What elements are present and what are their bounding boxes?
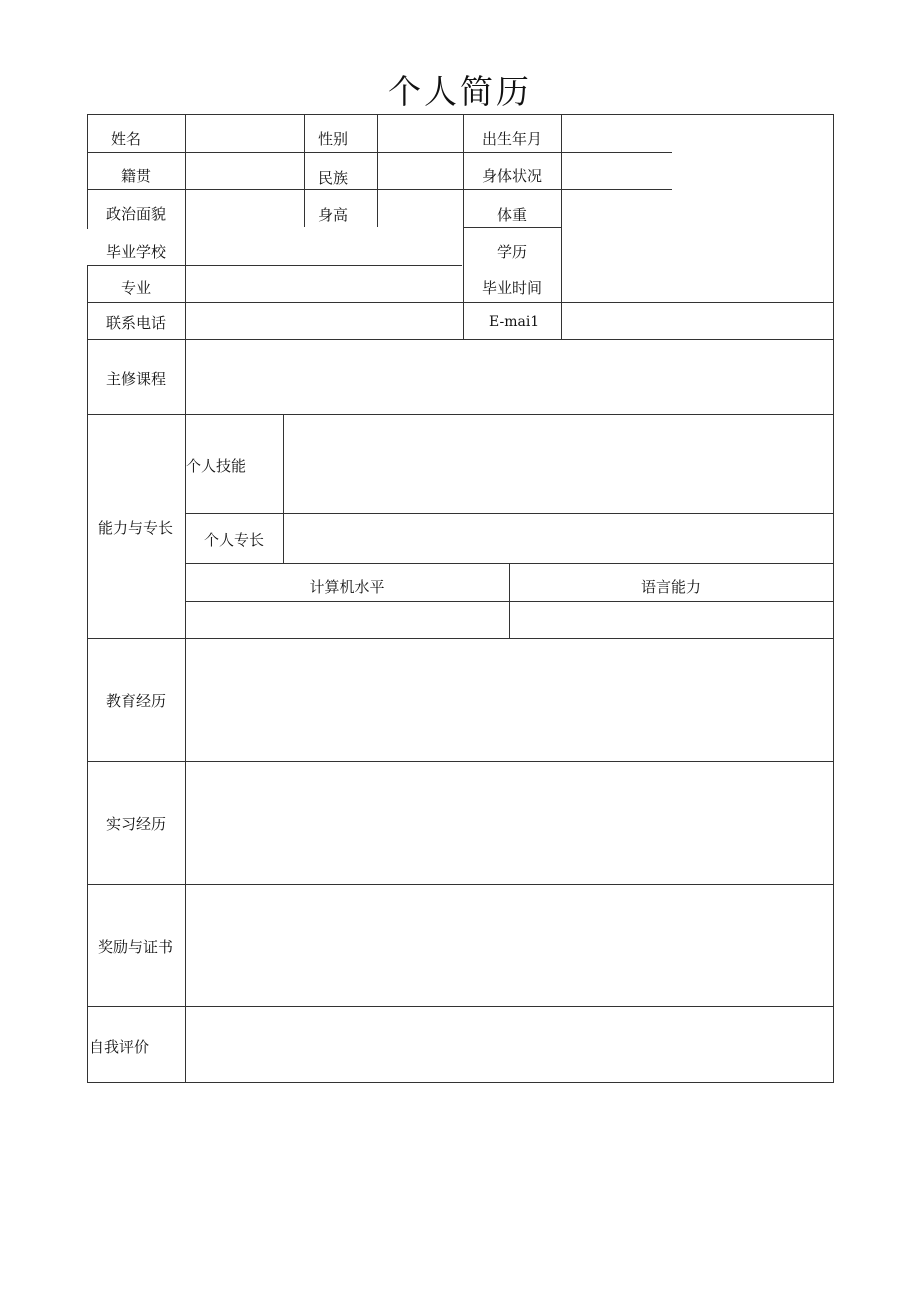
- table-border-left: [87, 114, 88, 229]
- self-eval-field[interactable]: [186, 1007, 833, 1082]
- birth-label: 出生年月: [482, 130, 543, 148]
- health-label: 身体状况: [482, 167, 543, 185]
- ability-label: 能力与专长: [98, 519, 174, 537]
- photo-area[interactable]: [672, 115, 833, 302]
- birth-field[interactable]: [562, 115, 672, 152]
- name-label: 姓名: [111, 130, 142, 148]
- internship-field[interactable]: [186, 762, 833, 884]
- education-field[interactable]: [186, 639, 833, 761]
- health-field[interactable]: [562, 153, 672, 189]
- gender-field[interactable]: [378, 115, 463, 152]
- degree-label: 学历: [497, 243, 528, 261]
- page-title: 个人简历: [388, 72, 532, 111]
- computer-level-label: 计算机水平: [309, 578, 385, 596]
- political-status-field[interactable]: [186, 190, 304, 227]
- political-status-label: 政治面貌: [106, 205, 167, 223]
- phone-label: 联系电话: [106, 314, 167, 332]
- email-label: E-mai1: [489, 314, 540, 330]
- school-field[interactable]: [186, 228, 463, 265]
- skills-label: 个人技能: [186, 457, 247, 475]
- specialty-field[interactable]: [284, 514, 833, 563]
- phone-field[interactable]: [186, 303, 463, 339]
- skills-field[interactable]: [284, 415, 833, 513]
- major-label: 专业: [121, 279, 152, 297]
- row-divider: [463, 227, 562, 228]
- major-field[interactable]: [186, 266, 463, 302]
- computer-level-field[interactable]: [186, 602, 509, 638]
- self-eval-label: 自我评价: [89, 1038, 150, 1056]
- column-divider: [304, 114, 305, 227]
- specialty-label: 个人专长: [204, 531, 265, 549]
- school-label: 毕业学校: [106, 243, 167, 261]
- grad-time-label: 毕业时间: [482, 279, 543, 297]
- height-label: 身高: [318, 206, 349, 224]
- native-place-field[interactable]: [186, 153, 304, 189]
- awards-field[interactable]: [186, 885, 833, 1006]
- ethnicity-label: 民族: [318, 169, 349, 187]
- native-place-label: 籍贯: [121, 167, 152, 185]
- table-border-left: [87, 265, 88, 1083]
- weight-label: 体重: [497, 206, 528, 224]
- name-field[interactable]: [186, 115, 304, 152]
- table-border-bottom: [87, 1082, 834, 1083]
- courses-label: 主修课程: [106, 370, 167, 388]
- email-field[interactable]: [562, 303, 833, 339]
- table-border-right: [833, 114, 834, 1083]
- ethnicity-field[interactable]: [378, 153, 463, 189]
- internship-label: 实习经历: [106, 815, 167, 833]
- courses-field[interactable]: [186, 340, 833, 414]
- awards-label: 奖励与证书: [98, 938, 174, 956]
- education-label: 教育经历: [106, 692, 167, 710]
- gender-label: 性别: [318, 130, 349, 148]
- language-ability-label: 语言能力: [640, 578, 701, 596]
- height-field[interactable]: [378, 190, 463, 227]
- language-ability-field[interactable]: [510, 602, 833, 638]
